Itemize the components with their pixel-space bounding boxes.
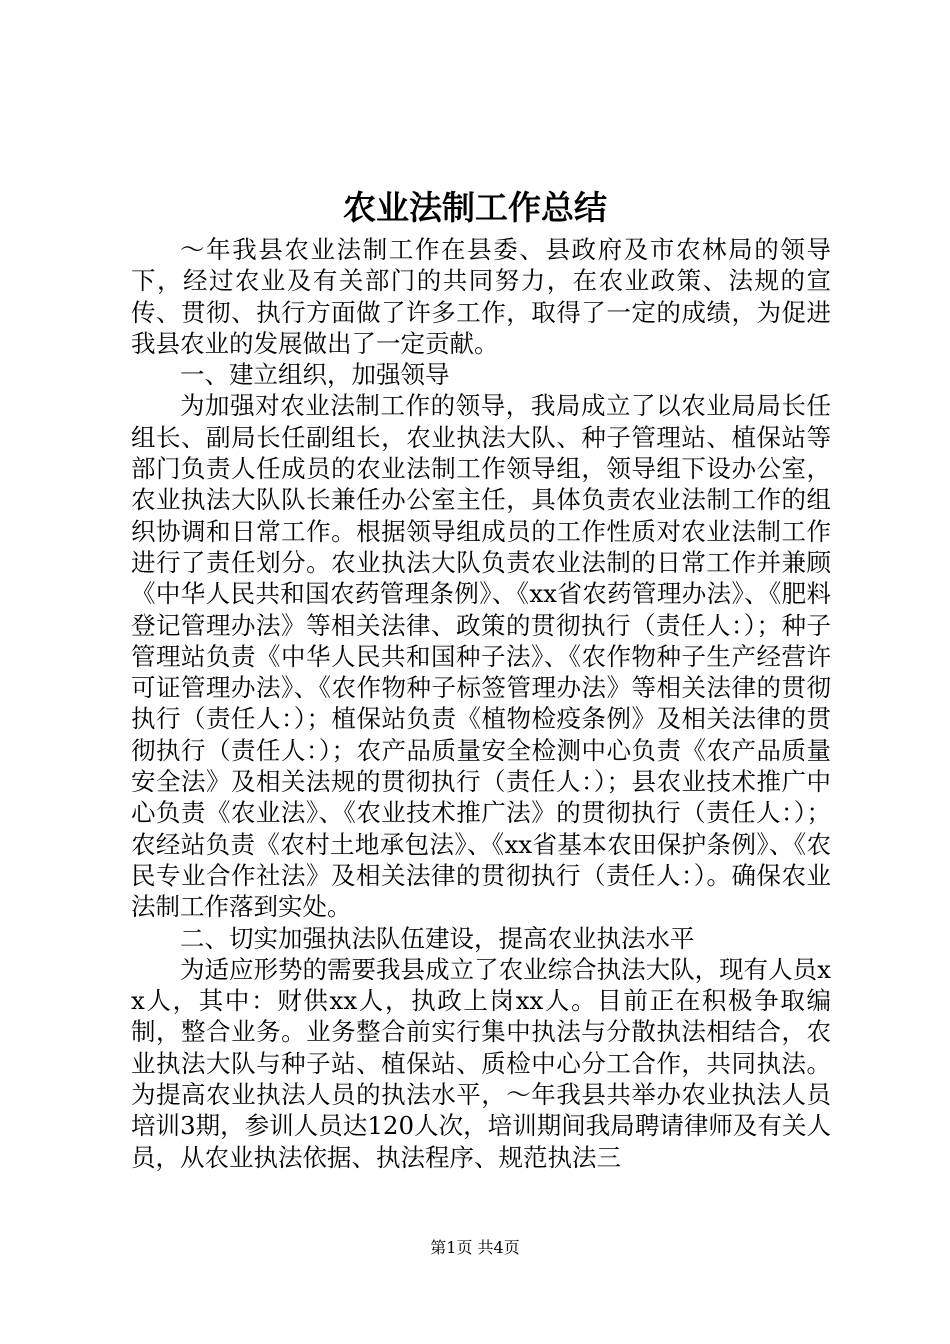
section-heading-1: 一、建立组织，加强领导 bbox=[180, 360, 450, 390]
page-footer: 第1页 共4页 bbox=[430, 1238, 520, 1257]
section-heading-2: 二、切实加强执法队伍建设，提高农业执法水平 bbox=[180, 923, 695, 953]
document-body bbox=[131, 234, 831, 1173]
document-title: 农业法制工作总结 bbox=[343, 188, 607, 227]
paragraph-intro: ～年我县农业法制工作在县委、县政府及市农林局的领导下，经过农业及有关部门的共同努力，在农业政策、法规的宣传、贯彻、执行方面做了许多工作，取得了一定的成绩，为促进我县农业的发展做出了一定贡献。 bbox=[131, 235, 831, 358]
paragraph-section-2: 为适应形势的需要我县成立了农业综合执法大队，现有人员xx人，其中：财供xx人，执政上岗xx人。目前正在积极争取编制，整合业务。业务整合前实行集中执法与分散执法相结合，农业执法大队与种子站、植保站、质检中心分工合作，共同执法。为提高农业执法人员的执法水平，～年我县共举办农业执法人员培训3期，参训人员达120人次，培训期间我局聘请律师及有关人员，从农业执法依据、执法程序、规范执法三 bbox=[131, 954, 831, 1172]
paragraph-section-1: 为加强对农业法制工作的领导，我局成立了以农业局局长任组长、副局长任副组长，农业执法大队、种子管理站、植保站等部门负责人任成员的农业法制工作领导组，领导组下设办公室，农业执法大队队长兼任办公室主任，具体负责农业法制工作的组织协调和日常工作。根据领导组成员的工作性质对农业法制工作进行了责任划分。农业执法大队负责农业法制的日常工作并兼顾《中华人民共和国农药管理条例》、《xx省农药管理办法》、《肥料登记管理办法》等相关法律、政策的贯彻执行（责任人：）；种子管理站负责《中华人民共和国种子法》、《农作物种子生产经营许可证管理办法》、《农作物种子标签管理办法》等相关法律的贯彻执行（责任人：）；植保站负责《植物检疫条例》及相关法律的贯彻执行（责任人：）；农产品质量安全检测中心负责《农产品质量安全法》及相关法规的贯彻执行（责任人：）；县农业技术推广中心负责《农业法》、《农业技术推广法》的贯彻执行（责任人：）；农经站负责《农村土地承包法》、《xx省基本农田保护条例》、《农民专业合作社法》及相关法律的贯彻执行（责任人：）。确保农业法制工作落到实处。 bbox=[131, 391, 831, 922]
